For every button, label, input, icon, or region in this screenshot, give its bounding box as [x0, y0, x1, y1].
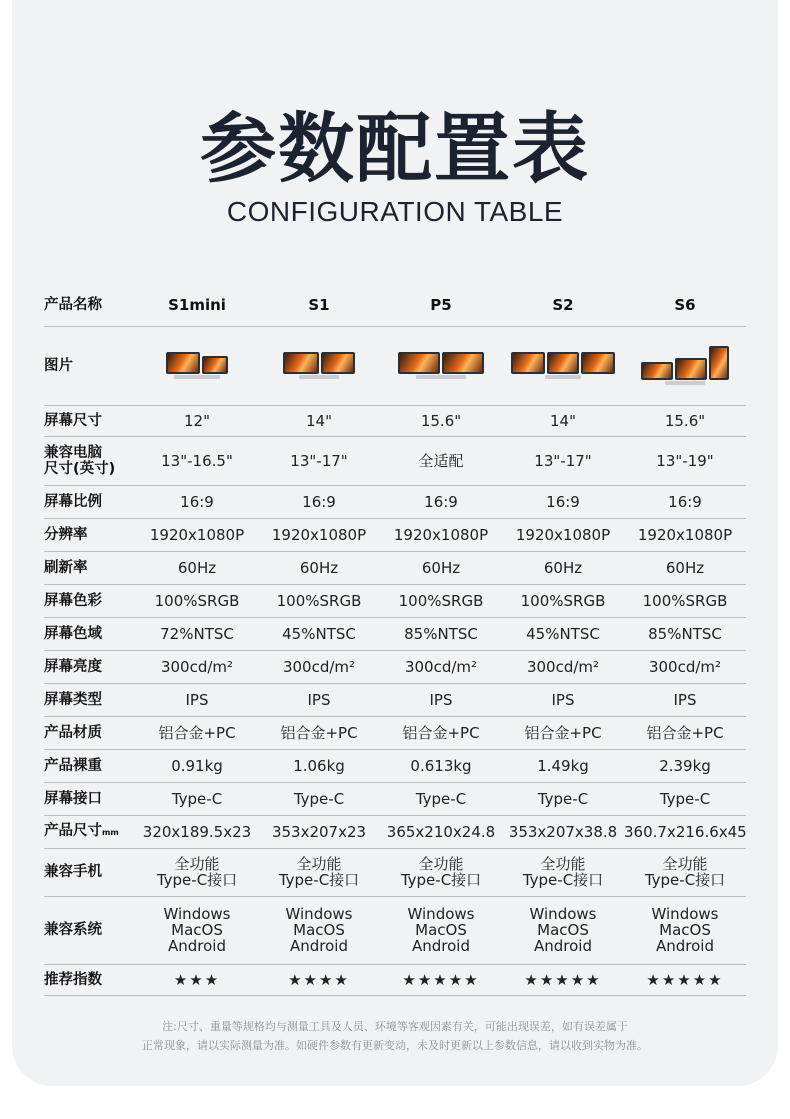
row-label: 分辨率	[44, 518, 136, 551]
cell-value: 12"	[136, 405, 258, 436]
cell-value: 全功能 Type-C接口	[136, 848, 258, 896]
cell-value: 85%NTSC	[380, 617, 502, 650]
cell-value: Type-C	[380, 782, 502, 815]
spec-table	[44, 284, 746, 996]
table-row-picture	[44, 326, 746, 405]
model-name: S2	[502, 284, 624, 326]
cell-value: 13"-19"	[624, 436, 746, 485]
cell-value: 14"	[258, 405, 380, 436]
page-title: 参数配置表	[200, 104, 590, 193]
cell-value: IPS	[502, 683, 624, 716]
table-row-header	[44, 284, 746, 326]
row-label: 屏幕类型	[44, 683, 136, 716]
cell-value: 15.6"	[380, 405, 502, 436]
cell-value: Windows MacOS Android	[624, 896, 746, 964]
cell-value: 1.06kg	[258, 749, 380, 782]
cell-value: 300cd/m²	[136, 650, 258, 683]
row-label: 兼容手机	[44, 848, 136, 896]
star-rating: ★★★	[136, 964, 258, 995]
cell-value: 1920x1080P	[380, 518, 502, 551]
cell-value: 60Hz	[624, 551, 746, 584]
row-label: 产品材质	[44, 716, 136, 749]
row-label: 屏幕色域	[44, 617, 136, 650]
row-label: 产品尺寸mm	[44, 815, 136, 848]
cell-value: 全功能 Type-C接口	[258, 848, 380, 896]
table-row-gamut	[44, 617, 746, 650]
table-row-os	[44, 896, 746, 964]
cell-value: 300cd/m²	[624, 650, 746, 683]
cell-value: IPS	[136, 683, 258, 716]
cell-value: Windows MacOS Android	[502, 896, 624, 964]
model-name: S6	[624, 284, 746, 326]
row-label: 屏幕接口	[44, 782, 136, 815]
table-row-refresh	[44, 551, 746, 584]
table-row-port	[44, 782, 746, 815]
cell-value: 100%SRGB	[136, 584, 258, 617]
row-label: 产品裸重	[44, 749, 136, 782]
cell-value: 铝合金+PC	[380, 716, 502, 749]
cell-value: Windows MacOS Android	[380, 896, 502, 964]
disclaimer-note: 注:尺寸、重量等规格均与测量工具及人员、环境等客观因素有关，可能出现误差，如有误差属于 正常现象，请以实际测量为准。如硬件参数有更新变动，未及时更新以上参数信息，请以收到实物为准。	[142, 1020, 648, 1052]
cell-value: 320x189.5x23	[136, 815, 258, 848]
cell-value: Type-C	[258, 782, 380, 815]
star-rating: ★★★★★	[624, 964, 746, 995]
cell-value: 铝合金+PC	[502, 716, 624, 749]
cell-value: 16:9	[624, 485, 746, 518]
cell-value: 1920x1080P	[624, 518, 746, 551]
row-label: 刷新率	[44, 551, 136, 584]
star-rating: ★★★★★	[380, 964, 502, 995]
cell-value: 1.49kg	[502, 749, 624, 782]
cell-value: 300cd/m²	[258, 650, 380, 683]
cell-value: 全功能 Type-C接口	[624, 848, 746, 896]
cell-value: 13"-17"	[258, 436, 380, 485]
cell-value: 全适配	[380, 436, 502, 485]
cell-value: 60Hz	[502, 551, 624, 584]
page-subtitle: CONFIGURATION TABLE	[226, 196, 564, 227]
row-label: 产品名称	[44, 284, 136, 326]
table-row-rating	[44, 964, 746, 995]
table-row-panel	[44, 683, 746, 716]
cell-value: 1920x1080P	[502, 518, 624, 551]
monitor-image-s1mini	[165, 352, 229, 379]
row-label: 屏幕亮度	[44, 650, 136, 683]
cell-value: 60Hz	[258, 551, 380, 584]
cell-value: 100%SRGB	[624, 584, 746, 617]
table-row-resolution	[44, 518, 746, 551]
row-label: 兼容系统	[44, 896, 136, 964]
cell-value: IPS	[258, 683, 380, 716]
star-rating: ★★★★	[258, 964, 380, 995]
cell-value: 353x207x23	[258, 815, 380, 848]
cell-value: Type-C	[136, 782, 258, 815]
row-label: 推荐指数	[44, 964, 136, 995]
cell-value: 15.6"	[624, 405, 746, 436]
cell-value: 铝合金+PC	[258, 716, 380, 749]
cell-value: 300cd/m²	[380, 650, 502, 683]
star-rating: ★★★★★	[502, 964, 624, 995]
cell-value: Windows MacOS Android	[258, 896, 380, 964]
cell-value: 0.613kg	[380, 749, 502, 782]
cell-value: 铝合金+PC	[624, 716, 746, 749]
cell-value: 0.91kg	[136, 749, 258, 782]
model-name: P5	[380, 284, 502, 326]
row-label: 兼容电脑 尺寸(英寸)	[44, 436, 136, 485]
cell-value: 13"-16.5"	[136, 436, 258, 485]
table-row-brightness	[44, 650, 746, 683]
cell-value: 353x207x38.8	[502, 815, 624, 848]
cell-value: 2.39kg	[624, 749, 746, 782]
cell-value: 360.7x216.6x45	[624, 815, 746, 848]
table-row-material	[44, 716, 746, 749]
cell-value: 60Hz	[380, 551, 502, 584]
cell-value: 72%NTSC	[136, 617, 258, 650]
cell-value: 1920x1080P	[258, 518, 380, 551]
cell-value: Type-C	[624, 782, 746, 815]
monitor-image-p5	[397, 352, 485, 379]
cell-value: 14"	[502, 405, 624, 436]
table-row-phone	[44, 848, 746, 896]
monitor-image-s1	[282, 352, 356, 379]
cell-value: 16:9	[380, 485, 502, 518]
monitor-image-s2	[510, 352, 616, 379]
cell-value: 300cd/m²	[502, 650, 624, 683]
row-label: 屏幕尺寸	[44, 405, 136, 436]
cell-value: 45%NTSC	[258, 617, 380, 650]
cell-value: 85%NTSC	[624, 617, 746, 650]
row-label: 屏幕比例	[44, 485, 136, 518]
table-row-compat-size	[44, 436, 746, 485]
cell-value: 365x210x24.8	[380, 815, 502, 848]
table-row-weight	[44, 749, 746, 782]
cell-value: IPS	[380, 683, 502, 716]
cell-value: 16:9	[258, 485, 380, 518]
cell-value: IPS	[624, 683, 746, 716]
row-label: 屏幕色彩	[44, 584, 136, 617]
cell-value: 60Hz	[136, 551, 258, 584]
cell-value: 铝合金+PC	[136, 716, 258, 749]
cell-value: 全功能 Type-C接口	[380, 848, 502, 896]
cell-value: 16:9	[136, 485, 258, 518]
table-row-dimensions	[44, 815, 746, 848]
table-row-screen-size	[44, 405, 746, 436]
cell-value: Windows MacOS Android	[136, 896, 258, 964]
table-row-ratio	[44, 485, 746, 518]
cell-value: Type-C	[502, 782, 624, 815]
cell-value: 100%SRGB	[258, 584, 380, 617]
cell-value: 16:9	[502, 485, 624, 518]
cell-value: 100%SRGB	[380, 584, 502, 617]
cell-value: 全功能 Type-C接口	[502, 848, 624, 896]
row-label: 图片	[44, 326, 136, 405]
monitor-image-s6	[640, 346, 730, 385]
table-row-color	[44, 584, 746, 617]
model-name: S1	[258, 284, 380, 326]
model-name: S1mini	[136, 284, 258, 326]
cell-value: 45%NTSC	[502, 617, 624, 650]
cell-value: 1920x1080P	[136, 518, 258, 551]
cell-value: 100%SRGB	[502, 584, 624, 617]
cell-value: 13"-17"	[502, 436, 624, 485]
